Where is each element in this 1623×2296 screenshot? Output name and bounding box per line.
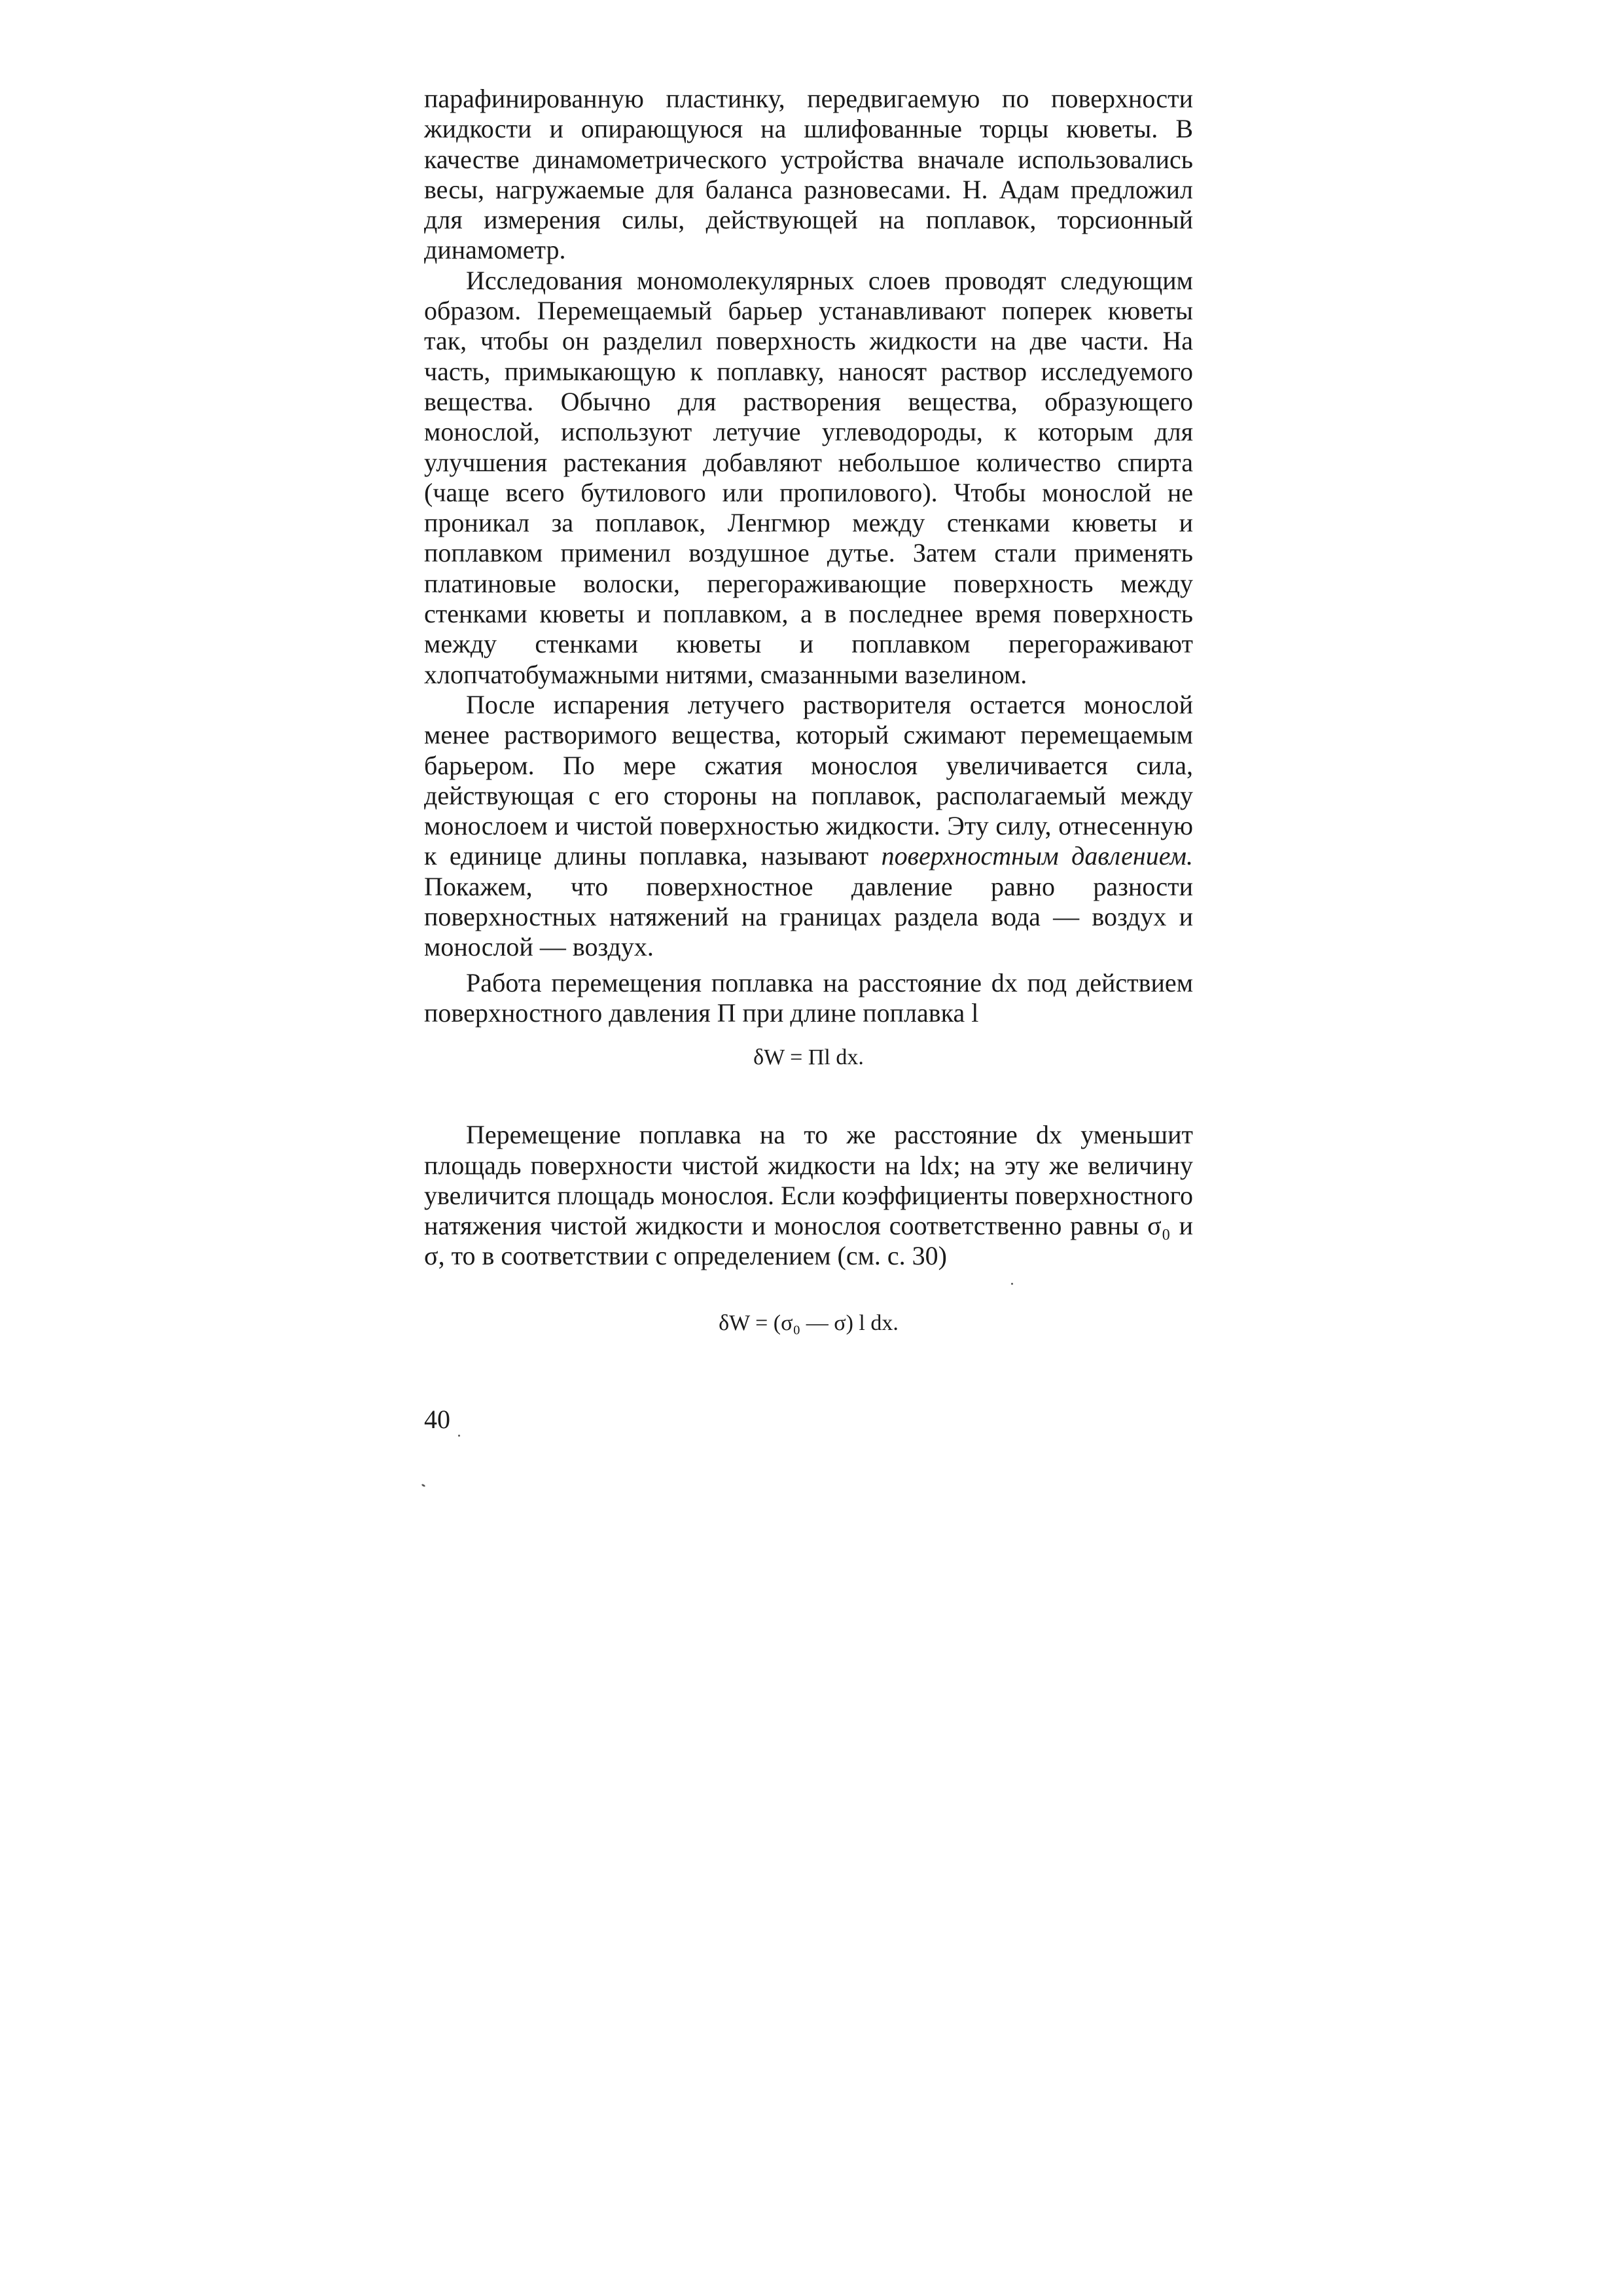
paragraph-3 xyxy=(424,690,1193,963)
scan-speck xyxy=(458,1435,460,1437)
formula-work-pressure: δW = Πl dx. xyxy=(753,1045,864,1070)
scan-speck xyxy=(421,1484,426,1488)
paragraph-4: Работа перемещения поплавка на расстояние dx под действием поверхностного давления Π при длине поплавка l xyxy=(424,967,1193,1028)
paragraph-2: Исследования мономолекулярных слоев проводят следующим образом. Перемещаемый барьер устанавливают поперек кюветы так, чтобы он разделил поверхность жидкости на две части. На часть, примыкающую к поплавку, наносят раствор исследуемого вещества. Обычно для растворения вещества, образующего монослой, используют летучие углеводороды, к которым для улучшения растекания добавляют небольшое количество спирта (чаще всего бутилового или пропилового). Чтобы монослой не проникал за поплавок, Ленгмюр между стенками кюветы и поплавком применил воздушное дутье. Затем стали применять платиновые волоски, перегораживающие поверхность между стенками кюветы и поплавком, а в последнее время поверхность между стенками кюветы и поплавком перегораживают хлопчатобумажными нитями, смазанными вазелином. xyxy=(424,265,1193,689)
text-column xyxy=(424,84,1193,1338)
scan-speck xyxy=(1011,1283,1013,1285)
page-number: 40 xyxy=(424,1405,450,1434)
paragraph-3-tail: Покажем, что поверхностное давление равно разности поверхностных натяжений на границах раздела вода — воздух и монослой — воздух. xyxy=(424,871,1193,962)
paragraph-1: парафинированную пластинку, передвигаемую по поверхности жидкости и опирающуюся на шлифованные торцы кюветы. В качестве динамометрического устройства вначале использовались весы, нагружаемые для баланса разновесами. Н. Адам предложил для измерения силы, действующей на поплавок, торсионный динамометр. xyxy=(424,84,1193,265)
term-surface-pressure: поверхностным давлением. xyxy=(881,841,1194,871)
paragraph-3-text: После испарения летучего растворителя остается монослой менее растворимого вещества, который сжимают перемещаемым барьером. По мере сжатия монослоя увеличивается сила, действующая с его стороны на поплавок, располагаемый между монослоем и чистой поверхностью жидкости. Эту силу, отнесенную к единице длины поплавка, называют xyxy=(424,689,1193,871)
formula-work-tension: δW = (σ₀ — σ) l dx. xyxy=(719,1310,899,1335)
paragraph-5: Перемещение поплавка на то же расстояние dx уменьшит площадь поверхности чистой жидкости на ldx; на эту же величину увеличится площадь монослоя. Если коэффициенты поверхностного натяжения чистой жидкости и монослоя соответственно равны σ₀ и σ, то в соответствии с определением (см. с. 30) xyxy=(424,1120,1193,1271)
